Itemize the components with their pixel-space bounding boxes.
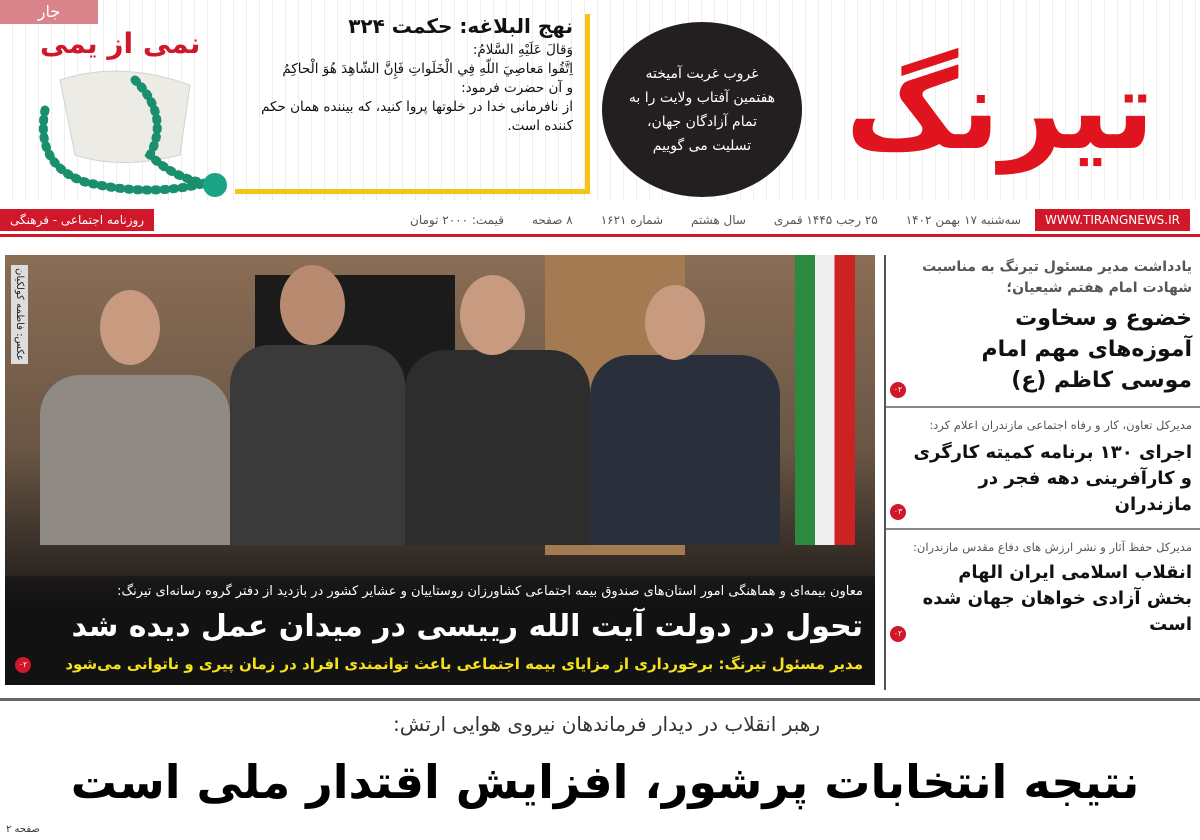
nahj-line: از نافرمانی خدا در خلوتها پروا کنید، که بیننده همان حکم کننده است. xyxy=(261,99,573,134)
main-headline[interactable]: نتیجه انتخابات پرشور، افزایش اقتدار ملی است xyxy=(70,755,1140,809)
page-badge[interactable]: ۰۲ xyxy=(890,382,906,398)
story xyxy=(886,408,1200,530)
corner-label: نمی از یمی xyxy=(40,27,201,60)
story-kicker: مدیرکل تعاون، کار و رفاه اجتماعی مازندران اعلام کرد: xyxy=(929,418,1192,432)
person-head xyxy=(100,290,160,365)
person-head xyxy=(280,265,345,345)
story-kicker: مدیرکل حفظ آثار و نشر ارزش های دفاع مقدس مازندران: xyxy=(913,540,1192,554)
main-page-ref[interactable]: صفحه ۲ xyxy=(6,824,40,835)
lead-kicker: معاون بیمه‌ای و هماهنگی امور استان‌های صندوق بیمه اجتماعی کشاورزان روستاییان و عشایر کشور در بازدید از دفتر گروه رسانه‌ای تیرنگ: xyxy=(117,584,863,599)
website-link[interactable]: WWW.TIRANGNEWS.IR xyxy=(1035,209,1190,231)
nahj-title: نهج البلاغه: حکمت ۳۲۴ xyxy=(348,14,573,38)
prayer-beads-image xyxy=(10,40,235,200)
divider xyxy=(0,698,1200,701)
corner-tag: جار xyxy=(0,0,98,24)
flag xyxy=(795,255,855,545)
right-column xyxy=(884,255,1200,690)
lead-text xyxy=(5,576,875,685)
newspaper-logo[interactable]: تیرنگ xyxy=(845,46,1155,174)
condolence-circle xyxy=(602,22,802,197)
hijri-date: ۲۵ رجب ۱۴۴۵ قمری xyxy=(773,213,878,227)
story xyxy=(886,530,1200,648)
story-title[interactable]: اجرای ۱۳۰ برنامه کمیته کارگری و کارآفرینی دهه فجر در مازندران xyxy=(913,442,1192,515)
main-kicker: رهبر انقلاب در دیدار فرماندهان نیروی هوایی ارتش: xyxy=(393,712,820,736)
lead-subtitle: مدیر مسئول تیرنگ: برخورداری از مزایای بیمه اجتماعی باعث توانمندی افراد در زمان پیری و ناتوانی می‌شود xyxy=(65,655,863,673)
nahj-line: اِتَّقُوا مَعاصِيَ اللّهِ فِي الْخَلَواتِ فَإِنَّ الشّاهِدَ هُوَ الْحاكِمُ xyxy=(282,61,573,77)
issue: شماره ۱۶۲۱ xyxy=(600,213,664,227)
condolence-text: غروب غربت آمیخته هفتمین آفتاب ولایت را به تمام آزادگان جهان، تسلیت می گوییم xyxy=(628,65,776,154)
year: سال هشتم xyxy=(691,213,746,227)
date: سه‌شنبه ۱۷ بهمن ۱۴۰۲ xyxy=(905,213,1022,227)
nahj-box xyxy=(235,14,590,194)
page-badge[interactable]: ۰۳ xyxy=(890,504,906,520)
person-head xyxy=(460,275,525,355)
photo-credit: عکس: فاطمه کولکیان xyxy=(11,265,28,364)
story-kicker: یادداشت مدیر مسئول تیرنگ به مناسبت شهادت امام هفتم شیعیان؛ xyxy=(922,259,1192,296)
info-bar xyxy=(0,208,1200,232)
person xyxy=(40,375,230,545)
pages: ۸ صفحه xyxy=(531,213,573,227)
person xyxy=(590,355,780,545)
lead-title[interactable]: تحول در دولت آیت الله رییسی در میدان عمل دیده شد xyxy=(71,609,863,644)
lead-photo[interactable] xyxy=(5,255,875,685)
nahj-line: و آن حضرت فرمود: xyxy=(461,80,573,96)
paper-type: روزنامه اجتماعی - فرهنگی xyxy=(0,209,154,231)
story-title[interactable]: خضوع و سخاوت آموزه‌های مهم امام موسی کاظم (ع) xyxy=(981,306,1192,393)
page-badge[interactable]: ۰۲ xyxy=(890,626,906,642)
person xyxy=(405,350,590,545)
story xyxy=(886,255,1200,408)
person xyxy=(230,345,405,545)
story-title[interactable]: انقلاب اسلامی ایران الهام بخش آزادی خواهان جهان شده است xyxy=(922,562,1192,635)
divider xyxy=(0,234,1200,237)
page-badge[interactable]: ۰۲ xyxy=(15,657,31,673)
price: قیمت: ۲۰۰۰ تومان xyxy=(410,213,504,227)
nahj-line: وَقالَ عَلَيْهِ السَّلامُ: xyxy=(472,42,573,58)
person-head xyxy=(645,285,705,360)
